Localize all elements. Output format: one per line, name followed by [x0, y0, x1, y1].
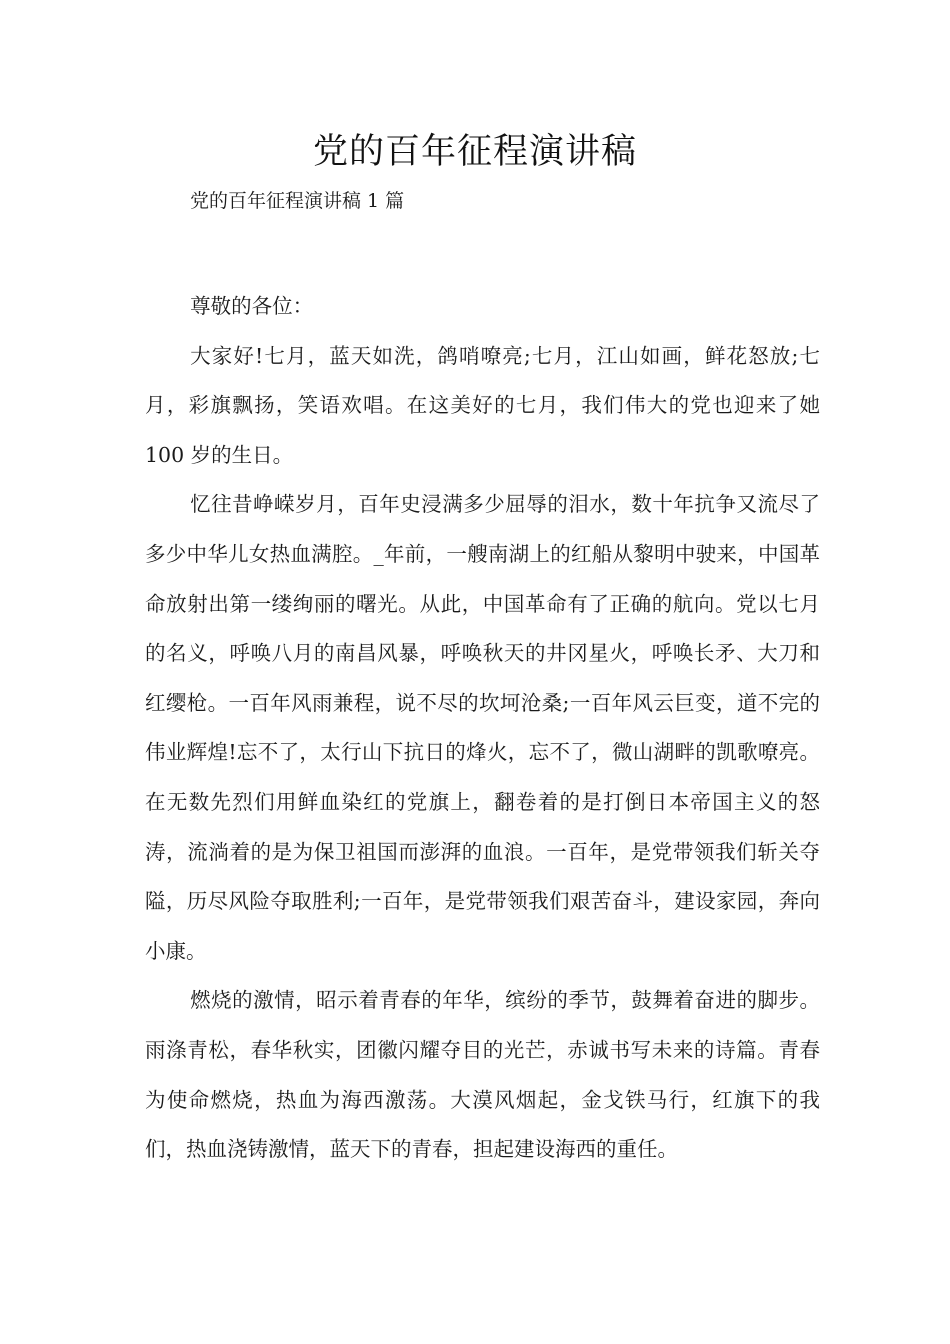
- document-title: 党的百年征程演讲稿: [312, 132, 637, 172]
- body-paragraph: 忆往昔峥嵘岁月，百年史浸满多少屈辱的泪水，数十年抗争又流尽了多少中华儿女热血满腔。_年前，一艘南湖上的红船从黎明中驶来，中国革命放射出第一缕绚丽的曙光。从此，中国革命有了正确的航向。党以七月的名义，呼唤八月的南昌风暴，呼唤秋天的井冈星火，呼唤长矛、大刀和红缨枪。一百年风雨兼程，说不尽的坎坷沧桑;一百年风云巨变，道不完的伟业辉煌!忘不了，太行山下抗日的烽火，忘不了，微山湖畔的凯歌嘹亮。在无数先烈们用鲜血染红的党旗上，翻卷着的是打倒日本帝国主义的怒涛，流淌着的是为保卫祖国而澎湃的血浪。一百年，是党带领我们斩关夺隘，历尽风险夺取胜利;一百年，是党带领我们艰苦奋斗，建设家园，奔向小康。: [145, 492, 820, 963]
- salutation-paragraph: 尊敬的各位：: [190, 294, 314, 318]
- body-paragraph: 大家好!七月，蓝天如洗，鸽哨嘹亮;七月，江山如画，鲜花怒放;七月，彩旗飘扬，笑语欢唱。在这美好的七月，我们伟大的党也迎来了她 100 岁的生日。: [145, 343, 820, 467]
- document-subtitle: 党的百年征程演讲稿 1 篇: [190, 190, 405, 212]
- document-body: [145, 282, 820, 1175]
- body-paragraph: 燃烧的激情，昭示着青春的年华，缤纷的季节，鼓舞着奋进的脚步。雨涤青松，春华秋实，团徽闪耀夺目的光芒，赤诚书写未来的诗篇。青春为使命燃烧，热血为海西激荡。大漠风烟起，金戈铁马行，红旗下的我们，热血浇铸激情，蓝天下的青春，担起建设海西的重任。: [145, 988, 820, 1162]
